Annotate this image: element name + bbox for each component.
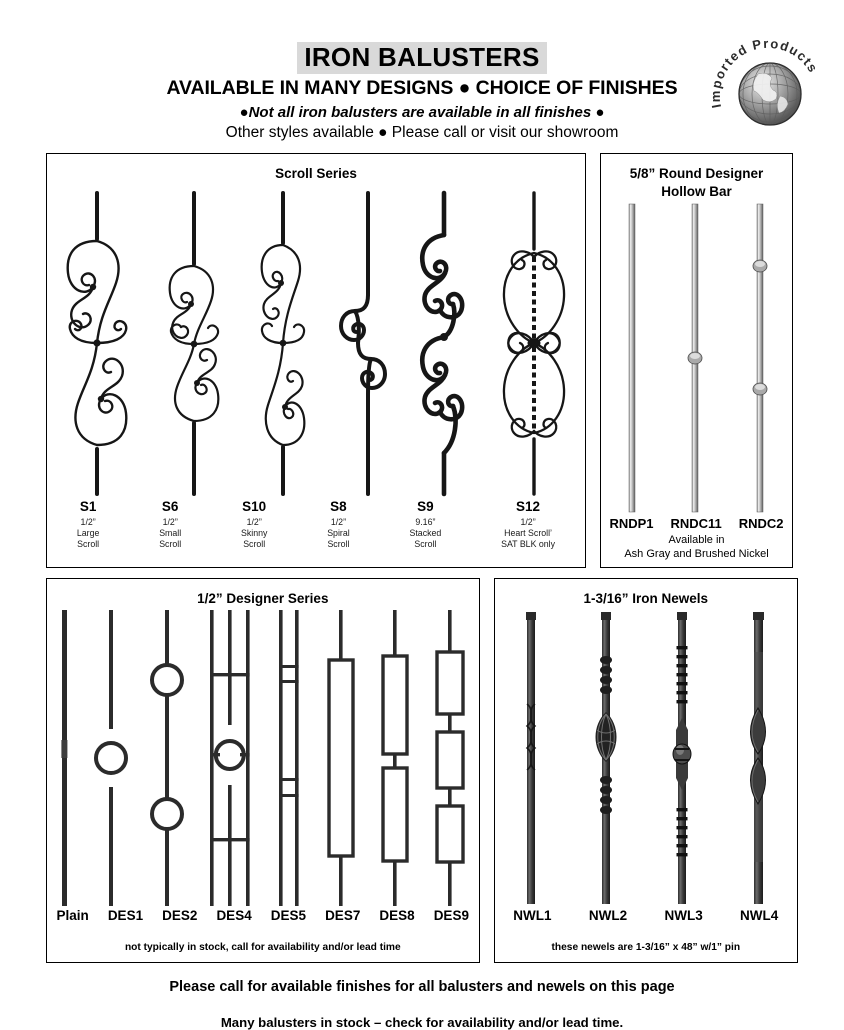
hollow-bar-foot-line2: Ash Gray and Brushed Nickel	[624, 548, 769, 561]
designer-series-footnote: not typically in stock, call for availability and/or lead time	[124, 942, 401, 954]
baluster-art-scroll-heart	[495, 191, 573, 501]
baluster-label-s8	[327, 499, 350, 551]
scroll-series-panel	[46, 153, 586, 568]
header-subtitle-showroom: Other styles available ● Please call or visit our showroom	[225, 124, 619, 142]
note-s6: 1/2” Small Scroll	[159, 516, 182, 550]
header-subtitle-finishes-note: ●Not all iron balusters are available in all finishes ●	[239, 104, 605, 122]
page-title: IRON BALUSTERS	[297, 42, 546, 74]
code-s9: S9	[417, 498, 434, 514]
code-des9: DES9	[433, 907, 469, 923]
note-s12: 1/2” Heart Scroll’ SAT BLK only	[501, 516, 556, 550]
code-des2: DES2	[162, 907, 198, 923]
hollow-bar-codes	[601, 516, 792, 531]
hollow-bar-title	[601, 154, 792, 201]
baluster-label-s6	[159, 499, 181, 551]
iron-newels-panel	[494, 578, 798, 963]
iron-newels-artwork	[495, 608, 797, 908]
baluster-art-scroll-stacked	[414, 191, 470, 501]
panel-row-top	[0, 153, 844, 568]
panel-row-bottom	[0, 578, 844, 963]
baluster-art-round-two-collar	[750, 204, 770, 517]
panels-container	[0, 153, 844, 963]
designer-series-title: 1/2” Designer Series	[197, 591, 329, 607]
code-des8: DES8	[379, 907, 415, 923]
code-nwl4: NWL4	[740, 907, 779, 923]
designer-series-panel	[46, 578, 480, 963]
baluster-label-s9	[409, 499, 441, 551]
code-nwl3: NWL3	[664, 907, 703, 923]
baluster-art-double-rectangle	[379, 610, 411, 911]
baluster-art-newel-twist	[520, 612, 542, 909]
hollow-bar-artwork	[601, 201, 792, 516]
code-s1: S1	[79, 498, 97, 514]
baluster-label-s12	[501, 499, 555, 551]
baluster-art-scroll-spiral	[337, 191, 389, 501]
code-s6: S6	[161, 498, 179, 514]
scroll-series-artwork	[47, 183, 585, 501]
code-rndc11: RNDC11	[670, 515, 722, 531]
baluster-art-newel-basket	[593, 612, 619, 909]
baluster-art-scroll-large	[60, 191, 134, 501]
page-footer	[0, 979, 844, 1030]
page-header	[0, 0, 844, 142]
baluster-art-round-plain	[624, 204, 640, 517]
baluster-art-double-bar-rungs	[275, 610, 303, 911]
baluster-art-triple-square	[433, 610, 467, 911]
code-nwl2: NWL2	[588, 907, 628, 923]
baluster-art-triple-bar-circle	[207, 610, 253, 911]
baluster-art-two-circle	[150, 610, 184, 911]
note-s10: 1/2” Skinny Scroll	[240, 516, 268, 550]
baluster-art-newel-ball	[670, 612, 694, 909]
code-des5: DES5	[270, 907, 307, 923]
code-nwl1: NWL1	[513, 907, 552, 923]
baluster-art-plain-bar	[58, 610, 72, 911]
baluster-art-one-circle	[94, 610, 128, 911]
header-subtitle-designs: AVAILABLE IN MANY DESIGNS ● CHOICE OF FINISHES	[166, 77, 678, 100]
baluster-art-scroll-small	[159, 191, 229, 501]
code-des4: DES4	[216, 907, 252, 923]
code-s12: S12	[516, 498, 541, 514]
baluster-art-scroll-skinny	[254, 191, 312, 501]
designer-series-artwork	[47, 608, 479, 908]
code-s10: S10	[242, 498, 267, 514]
code-des1: DES1	[107, 907, 144, 923]
round-hollow-bar-panel	[600, 153, 793, 568]
code-des7: DES7	[325, 907, 361, 923]
iron-newels-labels	[495, 908, 797, 924]
scroll-series-labels	[47, 499, 585, 551]
baluster-label-s1	[77, 499, 100, 551]
baluster-art-newel-hammered	[745, 612, 771, 909]
iron-newels-title: 1-3/16” Iron Newels	[583, 591, 709, 607]
scroll-series-title: Scroll Series	[275, 166, 357, 182]
baluster-art-round-one-collar	[685, 204, 705, 517]
code-plain: Plain	[56, 907, 89, 923]
baluster-art-single-rectangle	[325, 610, 357, 911]
hollow-bar-foot-line1: Available in	[668, 533, 725, 546]
code-rndc2: RNDC2	[738, 515, 784, 531]
code-rndp1: RNDP1	[609, 515, 654, 531]
iron-newels-footnote: these newels are 1-3/16” x 48” w/1” pin	[551, 942, 741, 954]
hollow-bar-footnote	[601, 533, 792, 562]
note-s1: 1/2” Large Scroll	[76, 516, 100, 550]
code-s8: S8	[330, 498, 347, 514]
baluster-label-s10	[241, 499, 267, 551]
footer-call-finishes: Please call for available finishes for all balusters and newels on this page	[169, 979, 675, 996]
logo-arc-text: Imported Products	[707, 35, 822, 110]
hollow-bar-title-line2: Hollow Bar	[661, 183, 732, 199]
note-s8: 1/2” Spiral Scroll	[327, 516, 350, 550]
hollow-bar-title-line1: 5/8” Round Designer	[629, 166, 764, 182]
imported-products-globe-logo	[707, 34, 822, 138]
footer-stock-note: Many balusters in stock – check for availability and/or lead time.	[220, 1015, 624, 1030]
note-s9: 9.16” Stacked Scroll	[409, 516, 442, 550]
